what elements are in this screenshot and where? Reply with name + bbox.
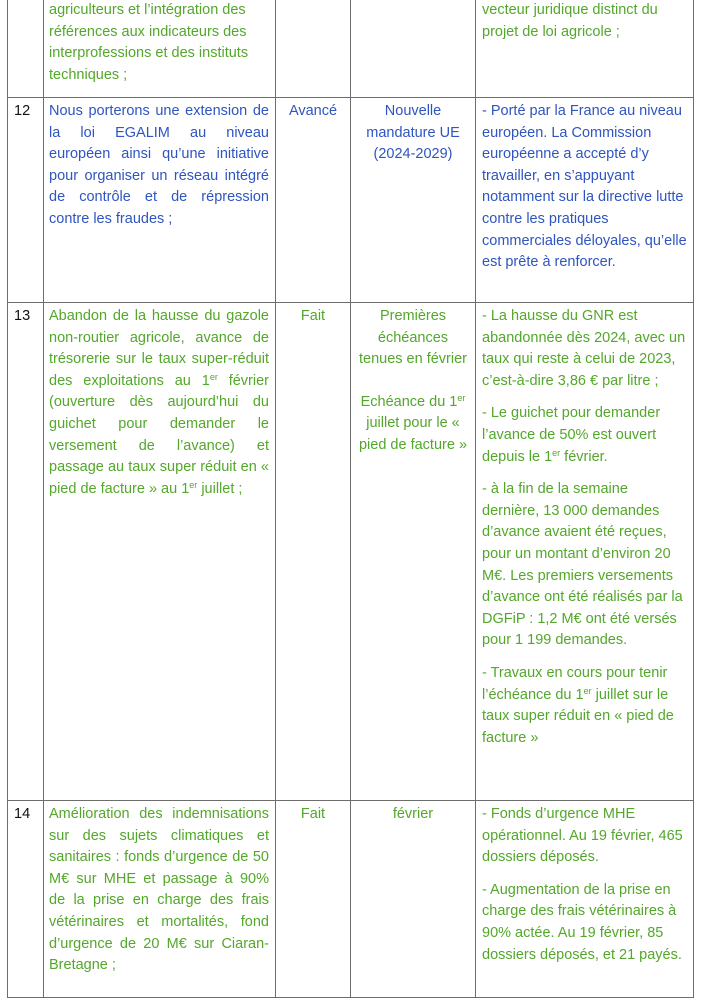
comment-text: vecteur juridique distinct du projet de loi agricole ;: [482, 2, 658, 40]
comment-text: - Le guichet pour demander l’avance de 50% est ouvert depuis le 1er février.: [482, 405, 661, 465]
status-cell: Fait: [276, 801, 351, 998]
measure-text: Amélioration des indemnisations sur des sujets climatiques et sanitaires : fonds d’urgence de 50 M€ sur MHE et passage à 90% de la prise en charge des frais vétérinaires et mortalités, fond d’urgence de 20 M€ sur Ciaran-Bretagne ;: [44, 801, 276, 998]
status-cell: Avancé: [276, 98, 351, 303]
deadline-cell: février: [351, 801, 476, 998]
deadline-cell: Nouvelle mandature UE (2024-2029): [351, 98, 476, 303]
table-row: [8, 98, 694, 303]
row-number: 13: [8, 303, 44, 801]
row-number: 14: [8, 801, 44, 998]
deadline-second: Echéance du 1er juillet pour le « pied de facture »: [358, 392, 468, 453]
measures-table: [7, 0, 694, 998]
deadline-first: Premières échéances tenues en février: [358, 308, 467, 368]
measure-text: Abandon de la hausse du gazole non-routier agricole, avance de trésorerie sur le taux super-réduit des exploitations au 1er février (ouverture dès aujourd’hui du guichet pour demander le versement de l’avance) et passage au taux super réduit en « pied de facture » au 1er juillet ;: [44, 303, 276, 801]
comment-cell: [476, 0, 694, 98]
row-number: 12: [8, 98, 44, 303]
comment-text: - Fonds d’urgence MHE opérationnel. Au 19 février, 465 dossiers déposés.: [482, 806, 683, 866]
comment-text: - Porté par la France au niveau européen. La Commission européenne a accepté d’y travailler, en s’appuyant notamment sur la directive lutte contre les pratiques commerciales déloyales, qu’elle est prête à renforcer.: [482, 103, 687, 271]
comment-cell: [476, 98, 694, 303]
comment-text: - à la fin de la semaine dernière, 13 000 demandes d’avance avaient été reçues, pour un montant d’environ 20 M€. Les premiers versements d’avance ont été réalisés par la DGFiP : 1,2 M€ ont été versés pour 1 199 demandes.: [482, 481, 683, 649]
measure-text: Nous porterons une extension de la loi EGALIM au niveau européen ainsi qu’une initiative pour organiser un réseau intégré de contrôle et de répression contre les fraudes ;: [44, 98, 276, 303]
table-row: [8, 801, 694, 998]
measure-text: agriculteurs et l’intégration des références aux indicateurs des interprofessions et des instituts techniques ;: [44, 0, 276, 98]
status-cell: Fait: [276, 303, 351, 801]
deadline-cell: [351, 303, 476, 801]
status-cell: [276, 0, 351, 98]
row-number: [8, 0, 44, 98]
comment-text: - Augmentation de la prise en charge des frais vétérinaires à 90% actée. Au 19 février, 85 dossiers déposés, et 21 payés.: [482, 881, 682, 963]
deadline-cell: [351, 0, 476, 98]
table-row: [8, 303, 694, 801]
comment-text: - Travaux en cours pour tenir l’échéance du 1er juillet sur le taux super réduit en « pied de facture »: [482, 664, 674, 746]
table-row: [8, 0, 694, 98]
comment-cell: [476, 801, 694, 998]
comment-cell: [476, 303, 694, 801]
comment-text: - La hausse du GNR est abandonnée dès 2024, avec un taux qui reste à celui de 2023, c’est-à-dire 3,86 € par litre ;: [482, 308, 686, 389]
